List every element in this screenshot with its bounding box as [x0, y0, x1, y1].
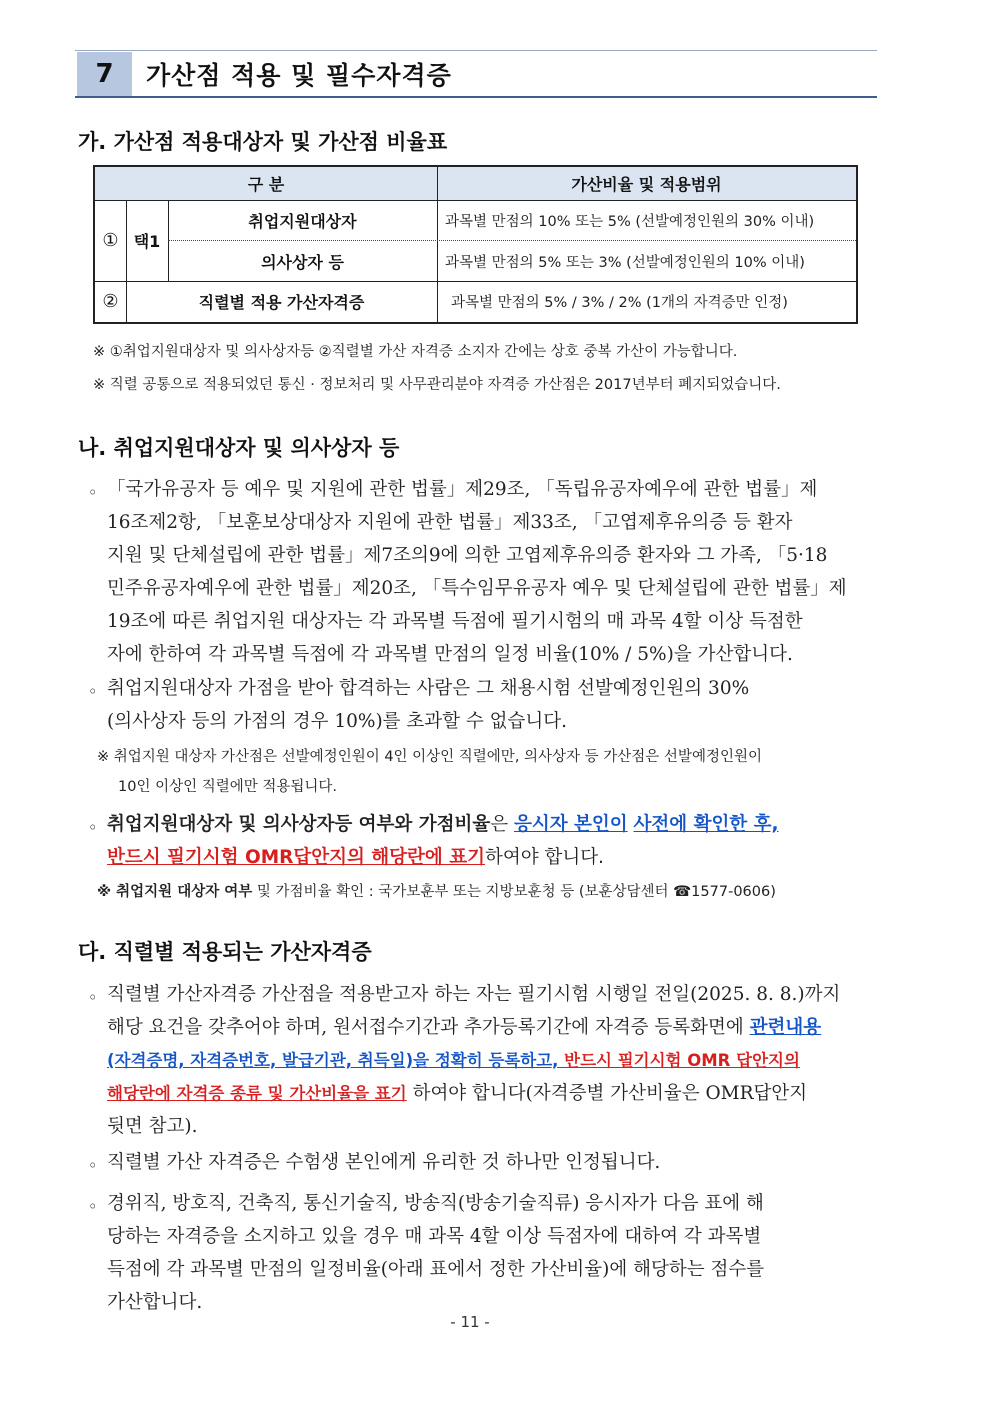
bullet-marker: ◦ — [88, 988, 98, 1007]
paragraph — [107, 473, 877, 673]
paragraph-text: 하여야 합니다. — [484, 847, 604, 868]
paragraph-text: 은 — [490, 814, 514, 835]
bullet-marker: ◦ — [88, 1197, 98, 1216]
table-row-value: 과목별 만점의 10% 또는 5% (선발예정인원의 30% 이내) — [445, 213, 815, 230]
highlight-red: 반드시 필기시험 OMR답안지의 해당란에 표기 — [107, 847, 485, 868]
note-line: ※ 취업지원 대상자 여부 및 가점비율 확인 : 국가보훈부 또는 지방보훈청 등 (보훈상담센터 ☎1577-0606) — [97, 884, 776, 900]
paragraph-line: 당하는 자격증을 소지하고 있을 경우 매 과목 4할 이상 득점자에 대하여 각 과목별 — [107, 1226, 762, 1247]
paragraph-line: (의사상자 등의 가점의 경우 10%)를 초과할 수 없습니다. — [107, 711, 568, 732]
section-a-heading: 가. 가산점 적용대상자 및 가산점 비율표 — [78, 130, 448, 154]
table-row-label: 취업지원대상자 — [248, 211, 357, 231]
table-header-ratio: 가산비율 및 적용범위 — [437, 167, 856, 200]
paragraph-line: 경위직, 방호직, 건축직, 통신기술직, 방송직(방송기술직류) 응시자가 다음 표에 해 — [107, 1193, 764, 1214]
paragraph — [107, 841, 604, 874]
paragraph-line — [107, 1044, 800, 1077]
header-rule — [75, 96, 877, 98]
table-row-mark: ① — [102, 230, 119, 251]
highlight-blue: 관련내용 — [749, 1017, 822, 1038]
table-row-value: 과목별 만점의 5% 또는 3% (선발예정인원의 10% 이내) — [445, 254, 805, 271]
paragraph-line: 뒷면 참고). — [107, 1116, 198, 1137]
paragraph-line: 해당 요건을 갖추어야 하며, 원서접수기간과 추가등록기간에 자격증 등록화면에 관련내용 — [107, 1017, 822, 1038]
paragraph-line: 자에 한하여 각 과목별 득점에 각 과목별 만점의 일정 비율(10% / 5%)을 가산합니다. — [107, 644, 793, 665]
highlight-red: 반드시 필기시험 OMR 답안지의 — [558, 1051, 800, 1070]
paragraph — [107, 808, 887, 841]
emphasis-text: 취업지원대상자 및 의사상자등 여부와 가점비율 — [107, 814, 491, 835]
note-line: ※ ①취업지원대상자 및 의사상자등 ②직렬별 가산 자격증 소지자 간에는 상호 중복 가산이 가능합니다. — [93, 344, 738, 360]
table-row-label: 의사상자 등 — [261, 252, 344, 272]
table-row-group: 택1 — [133, 232, 161, 251]
highlight-red: 해당란에 자격증 종류 및 가산비율을 표기 — [107, 1084, 407, 1103]
paragraph — [107, 1187, 887, 1322]
page-title: 가산점 적용 및 필수자격증 — [146, 61, 452, 90]
paragraph-line: 직렬별 가산자격증 가산점을 적용받고자 하는 자는 필기시험 시행일 전일(2025. 8. 8.)까지 — [107, 984, 841, 1005]
paragraph-line: 16조제2항, 「보훈보상대상자 지원에 관한 법률」제33조, 「고엽제후유의증 등 환자 — [107, 512, 793, 533]
paragraph-line: 「국가유공자 등 예우 및 지원에 관한 법률」제29조, 「독립유공자예우에 관한 법률」제 — [107, 479, 818, 500]
paragraph-line: 득점에 각 과목별 만점의 일정비율(아래 표에서 정한 가산비율)에 해당하는 점수를 — [107, 1259, 765, 1280]
header-top-rule — [75, 50, 877, 51]
section-number: 7 — [77, 52, 132, 96]
page-number: - 11 - — [450, 1313, 490, 1331]
highlight-blue: (자격증명, 자격증번호, 발급기관, 취득일)을 정확히 등록하고, — [107, 1051, 559, 1070]
paragraph — [107, 672, 877, 742]
bullet-marker: ◦ — [88, 1156, 98, 1175]
table-row-mark: ② — [102, 291, 119, 312]
bonus-ratio-table — [93, 165, 858, 324]
table-row-label: 직렬별 적용 가산자격증 — [198, 293, 365, 312]
section-c-heading: 다. 직렬별 적용되는 가산자격증 — [78, 940, 372, 964]
paragraph-line: 취업지원대상자 가점을 받아 합격하는 사람은 그 채용시험 선발예정인원의 30% — [107, 678, 750, 699]
highlight-blue: 응시자 본인이 — [513, 814, 628, 835]
note-emphasis: ※ 취업지원 대상자 여부 — [97, 884, 253, 900]
paragraph — [107, 978, 887, 1148]
section-b-heading: 나. 취업지원대상자 및 의사상자 등 — [78, 436, 400, 460]
paragraph-line: 해당란에 자격증 종류 및 가산비율을 표기 하여야 합니다(자격증별 가산비율은 OMR답안지 — [107, 1083, 808, 1104]
paragraph-line: 지원 및 단체설립에 관한 법률」제7조의9에 의한 고엽제후유의증 환자와 그 가족, 「5·18 — [107, 545, 828, 566]
note-line: 10인 이상인 직렬에만 적용됩니다. — [118, 779, 337, 795]
bullet-marker: ◦ — [88, 818, 98, 837]
bullet-marker: ◦ — [88, 483, 98, 502]
paragraph-line: 민주유공자예우에 관한 법률」제20조, 「특수임무유공자 예우 및 단체설립에 관한 법률」제 — [107, 578, 847, 599]
table-row-value: 과목별 만점의 5% / 3% / 2% (1개의 자격증만 인정) — [451, 295, 788, 311]
table-header-category: 구 분 — [95, 167, 437, 200]
paragraph-line: 가산합니다. — [107, 1292, 203, 1313]
paragraph-line: 19조에 따른 취업지원 대상자는 각 과목별 득점에 필기시험의 매 과목 4할 이상 득점한 — [107, 611, 803, 632]
highlight-blue: 사전에 확인한 후, — [633, 814, 779, 835]
paragraph: 직렬별 가산 자격증은 수험생 본인에게 유리한 것 하나만 인정됩니다. — [107, 1152, 661, 1173]
note-line: ※ 직렬 공통으로 적용되었던 통신 · 정보처리 및 사무관리분야 자격증 가산점은 2017년부터 폐지되었습니다. — [93, 377, 781, 393]
note-line: ※ 취업지원 대상자 가산점은 선발예정인원이 4인 이상인 직렬에만, 의사상자 등 가산점은 선발예정인원이 — [97, 749, 762, 765]
bullet-marker: ◦ — [88, 682, 98, 701]
